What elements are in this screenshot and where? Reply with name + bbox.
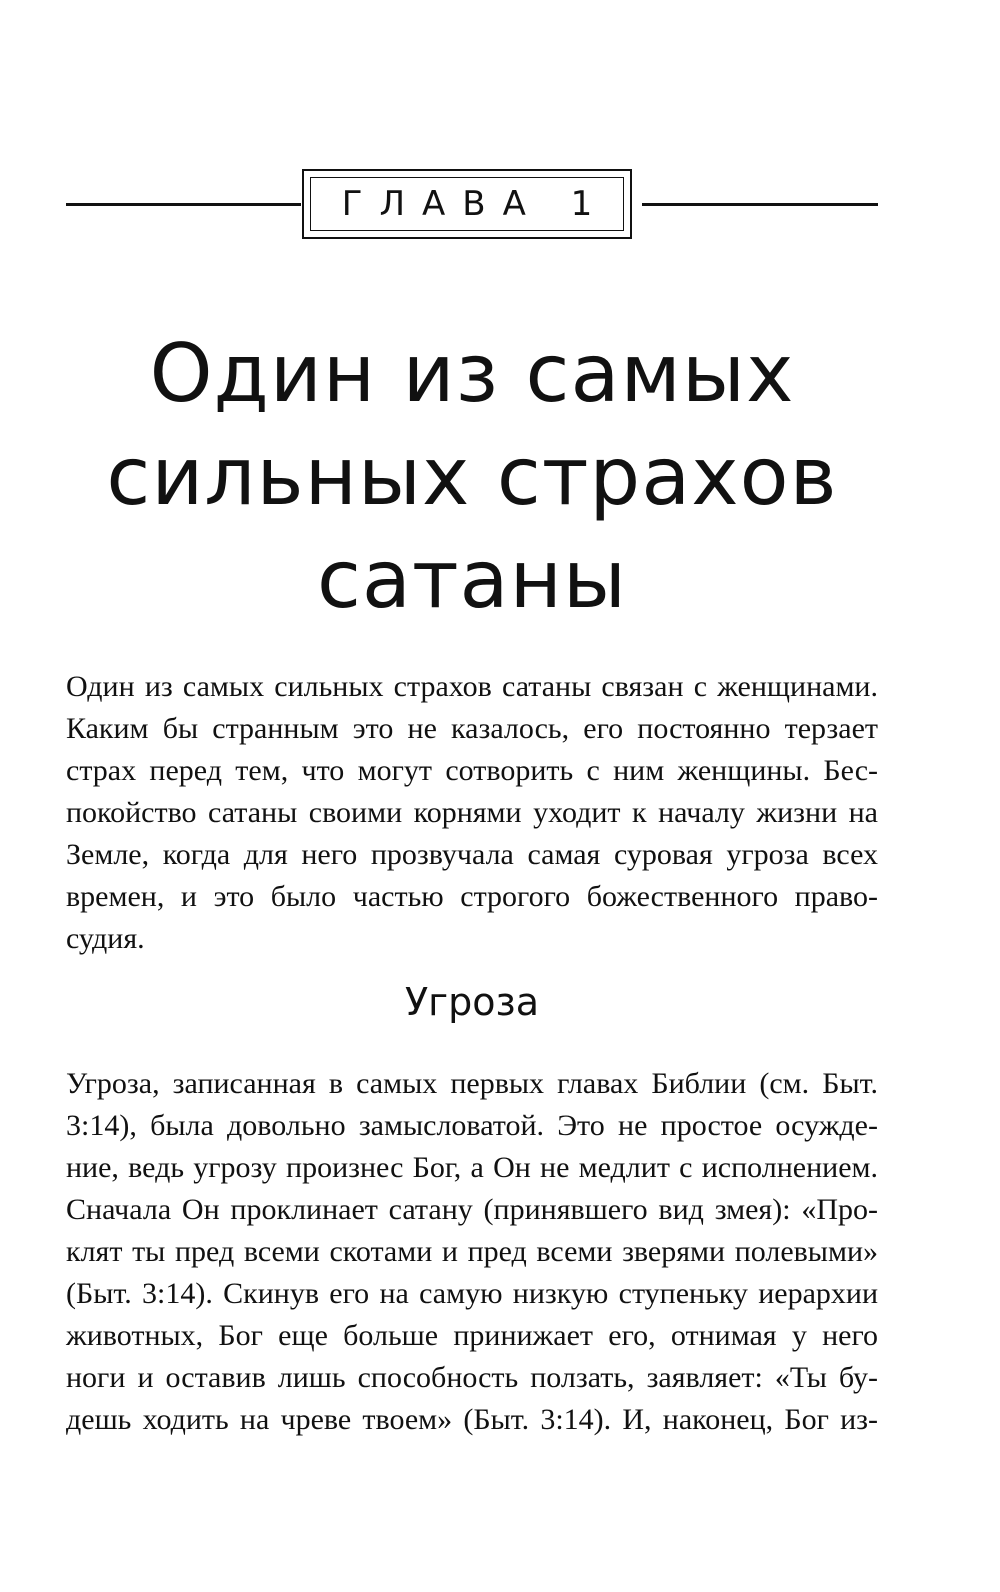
text-line: времен, и это было частью строгого божественного право- xyxy=(66,880,878,913)
text-line: Каким бы странным это не казалось, его постоянно терзает xyxy=(66,712,878,745)
text-line: Сначала Он проклинает сатану (принявшего вид змея): «Про- xyxy=(66,1193,878,1226)
text-line: страх перед тем, что могут сотворить с ним женщины. Бес- xyxy=(66,754,878,787)
text-line: животных, Бог еще больше принижает его, отнимая у него xyxy=(66,1319,878,1352)
text-line: ноги и оставив лишь способность ползать, заявляет: «Ты бу- xyxy=(66,1361,878,1394)
title-line: сатаны xyxy=(316,533,628,626)
chapter-rule-left xyxy=(66,203,301,206)
text-line: судия. xyxy=(66,922,145,955)
chapter-heading-box xyxy=(302,169,632,239)
chapter-rule-right xyxy=(642,203,878,206)
chapter-title xyxy=(66,322,878,631)
section-heading: Угроза xyxy=(405,980,539,1024)
text-line: клят ты пред всеми скотами и пред всеми зверями полевыми» xyxy=(66,1235,878,1268)
paragraph-intro xyxy=(66,666,878,960)
text-line: Земле, когда для него прозвучала самая суровая угроза всех xyxy=(66,838,878,871)
text-line: 3:14), была довольно замысловатой. Это не простое осужде- xyxy=(66,1109,878,1142)
text-line: Угроза, записанная в самых первых главах Библии (см. Быт. xyxy=(66,1067,878,1100)
paragraph-threat xyxy=(66,1063,878,1441)
text-line: ние, ведь угрозу произнес Бог, а Он не медлит с исполнением. xyxy=(66,1151,878,1184)
title-line: Один из самых xyxy=(149,327,795,420)
chapter-label: ГЛАВА 1 xyxy=(310,177,624,231)
text-line: Один из самых сильных страхов сатаны связан с женщинами. xyxy=(66,670,878,703)
title-line: сильных страхов xyxy=(106,430,838,523)
text-line: дешь ходить на чреве твоем» (Быт. 3:14). И, наконец, Бог из- xyxy=(66,1403,878,1436)
text-line: (Быт. 3:14). Скинув его на самую низкую ступеньку иерархии xyxy=(66,1277,878,1310)
text-line: покойство сатаны своими корнями уходит к началу жизни на xyxy=(66,796,878,829)
